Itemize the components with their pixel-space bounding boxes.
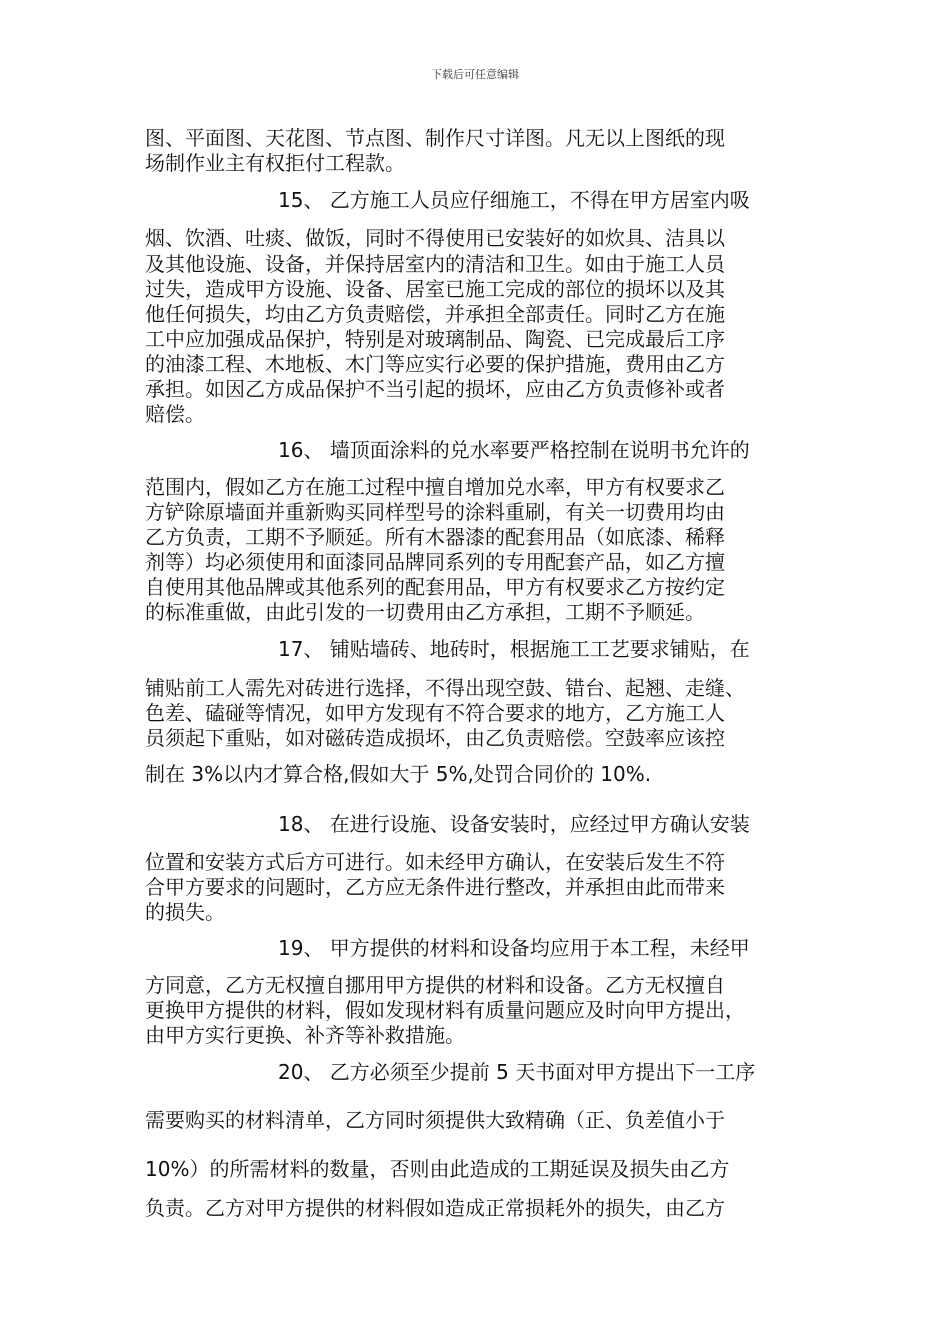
text-line: 由甲方实行更换、补齐等补救措施。 (145, 1023, 465, 1047)
text-line: 铺贴前工人需先对砖进行选择，不得出现空鼓、错台、起翘、走缝、 (145, 676, 745, 700)
text-line: 负责。乙方对甲方提供的材料假如造成正常损耗外的损失，由乙方 (145, 1196, 725, 1220)
text-line: 场制作业主有权拒付工程款。 (145, 151, 405, 175)
text-line: 合甲方要求的问题时，乙方应无条件进行整改，并承担由此而带来 (145, 875, 725, 899)
text-line: 员须起下重贴，如对磁砖造成损坏，由乙负责赔偿。空鼓率应该控 (145, 726, 725, 750)
text-line: 位置和安装方式后方可进行。如未经甲方确认，在安装后发生不符 (145, 850, 725, 874)
page-header: 下载后可任意编辑 (431, 68, 519, 81)
text-line: 色差、磕碰等情况，如甲方发现有不符合要求的地方，乙方施工人 (145, 701, 725, 725)
clause-18-heading: 18、 在进行设施、设备安装时，应经过甲方确认安装 (278, 812, 750, 836)
clause-20-heading: 20、 乙方必须至少提前 5 天书面对甲方提出下一工序 (278, 1060, 756, 1084)
clause-19-heading: 19、 甲方提供的材料和设备均应用于本工程，未经甲 (278, 936, 750, 960)
text-line: 乙方负责，工期不予顺延。所有木器漆的配套用品（如底漆、稀释 (145, 525, 725, 549)
text-line: 制在 3%以内才算合格,假如大于 5%,处罚合同价的 10%. (145, 762, 652, 786)
text-line: 需要购买的材料清单，乙方同时须提供大致精确（正、负差值小于 (145, 1108, 725, 1132)
text-line: 过失，造成甲方设施、设备、居室已施工完成的部位的损坏以及其 (145, 277, 725, 301)
text-line: 10%）的所需材料的数量，否则由此造成的工期延误及损失由乙方 (145, 1157, 730, 1181)
text-line: 的损失。 (145, 900, 225, 924)
text-line: 赔偿。 (145, 402, 205, 426)
text-line: 方铲除原墙面并重新购买同样型号的涂料重刷，有关一切费用均由 (145, 500, 725, 524)
text-line: 范围内，假如乙方在施工过程中擅自增加兑水率，甲方有权要求乙 (145, 475, 725, 499)
clause-16-heading: 16、 墙顶面涂料的兑水率要严格控制在说明书允许的 (278, 438, 750, 462)
text-line: 他任何损失，均由乙方负责赔偿，并承担全部责任。同时乙方在施 (145, 302, 725, 326)
text-line: 剂等）均必须使用和面漆同品牌同系列的专用配套产品，如乙方擅 (145, 550, 725, 574)
text-line: 及其他设施、设备，并保持居室内的清洁和卫生。如由于施工人员 (145, 252, 725, 276)
text-line: 图、平面图、天花图、节点图、制作尺寸详图。凡无以上图纸的现 (145, 126, 725, 150)
clause-17-heading: 17、 铺贴墙砖、地砖时，根据施工工艺要求铺贴，在 (278, 637, 750, 661)
text-line: 烟、饮酒、吐痰、做饭，同时不得使用已安装好的如炊具、洁具以 (145, 226, 725, 250)
text-line: 自使用其他品牌或其他系列的配套用品，甲方有权要求乙方按约定 (145, 575, 725, 599)
text-line: 方同意，乙方无权擅自挪用甲方提供的材料和设备。乙方无权擅自 (145, 973, 725, 997)
text-line: 的标准重做，由此引发的一切费用由乙方承担，工期不予顺延。 (145, 600, 705, 624)
text-line: 工中应加强成品保护，特别是对玻璃制品、陶瓷、已完成最后工序 (145, 327, 725, 351)
text-line: 更换甲方提供的材料，假如发现材料有质量问题应及时向甲方提出， (145, 998, 745, 1022)
text-line: 的油漆工程、木地板、木门等应实行必要的保护措施，费用由乙方 (145, 352, 725, 376)
text-line: 承担。如因乙方成品保护不当引起的损坏，应由乙方负责修补或者 (145, 377, 725, 401)
clause-15-heading: 15、 乙方施工人员应仔细施工，不得在甲方居室内吸 (278, 188, 750, 212)
